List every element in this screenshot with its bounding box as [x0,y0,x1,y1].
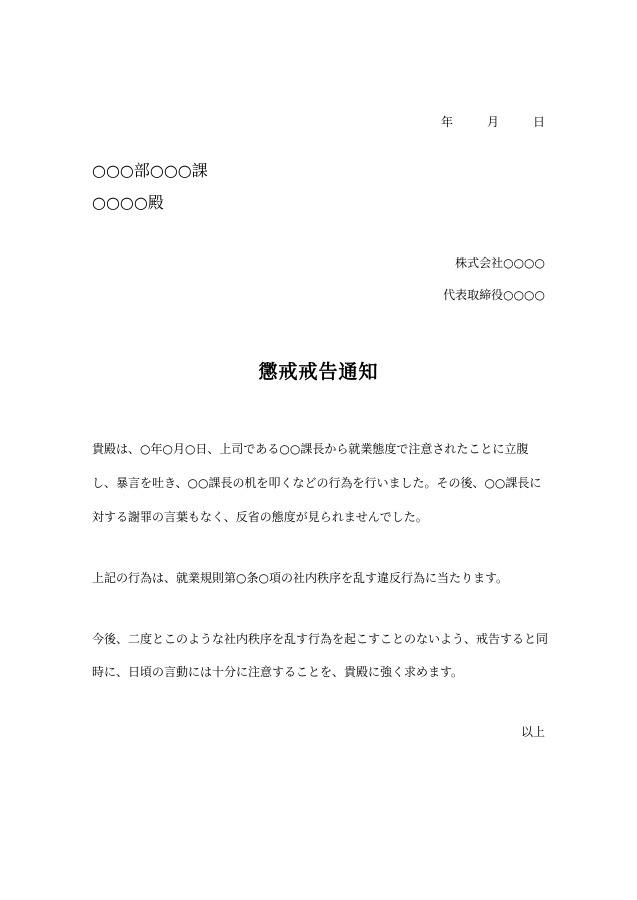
sender-company: 株式会社○○○○ [455,256,545,270]
document-title: 懲戒戒告通知 [258,361,379,383]
body-line: 時に、日頃の言動には十分に注意することを、貴殿に強く求めます。 [92,665,464,679]
closing-remark: 以上 [520,725,545,739]
date-line [441,113,545,130]
body-line: 対する謝罪の言葉もなく、反省の態度が見られませんでした。 [92,510,428,524]
body-line: 今後、二度とこのような社内秩序を乱す行為を起こすことのないよう、戒告すると同 [92,632,549,646]
body-line: し、暴言を吐き、○○課長の机を叩くなどの行為を行いました。その後、○○課長に [92,476,542,490]
date-day-label: 日 [532,115,545,129]
date-year-label: 年 [440,115,453,129]
recipient-name: ○○○○殿 [92,193,164,212]
sender-representative: 代表取締役○○○○ [443,288,545,302]
body-line: 上記の行為は、就業規則第○条○項の社内秩序を乱す違反行為に当たります。 [92,571,508,585]
date-month-label: 月 [486,115,499,129]
body-line: 貴殿は、○年○月○日、上司である○○課長から就業態度で注意されたことに立腹 [92,442,529,456]
recipient-department: ○○○部○○○課 [92,161,208,180]
